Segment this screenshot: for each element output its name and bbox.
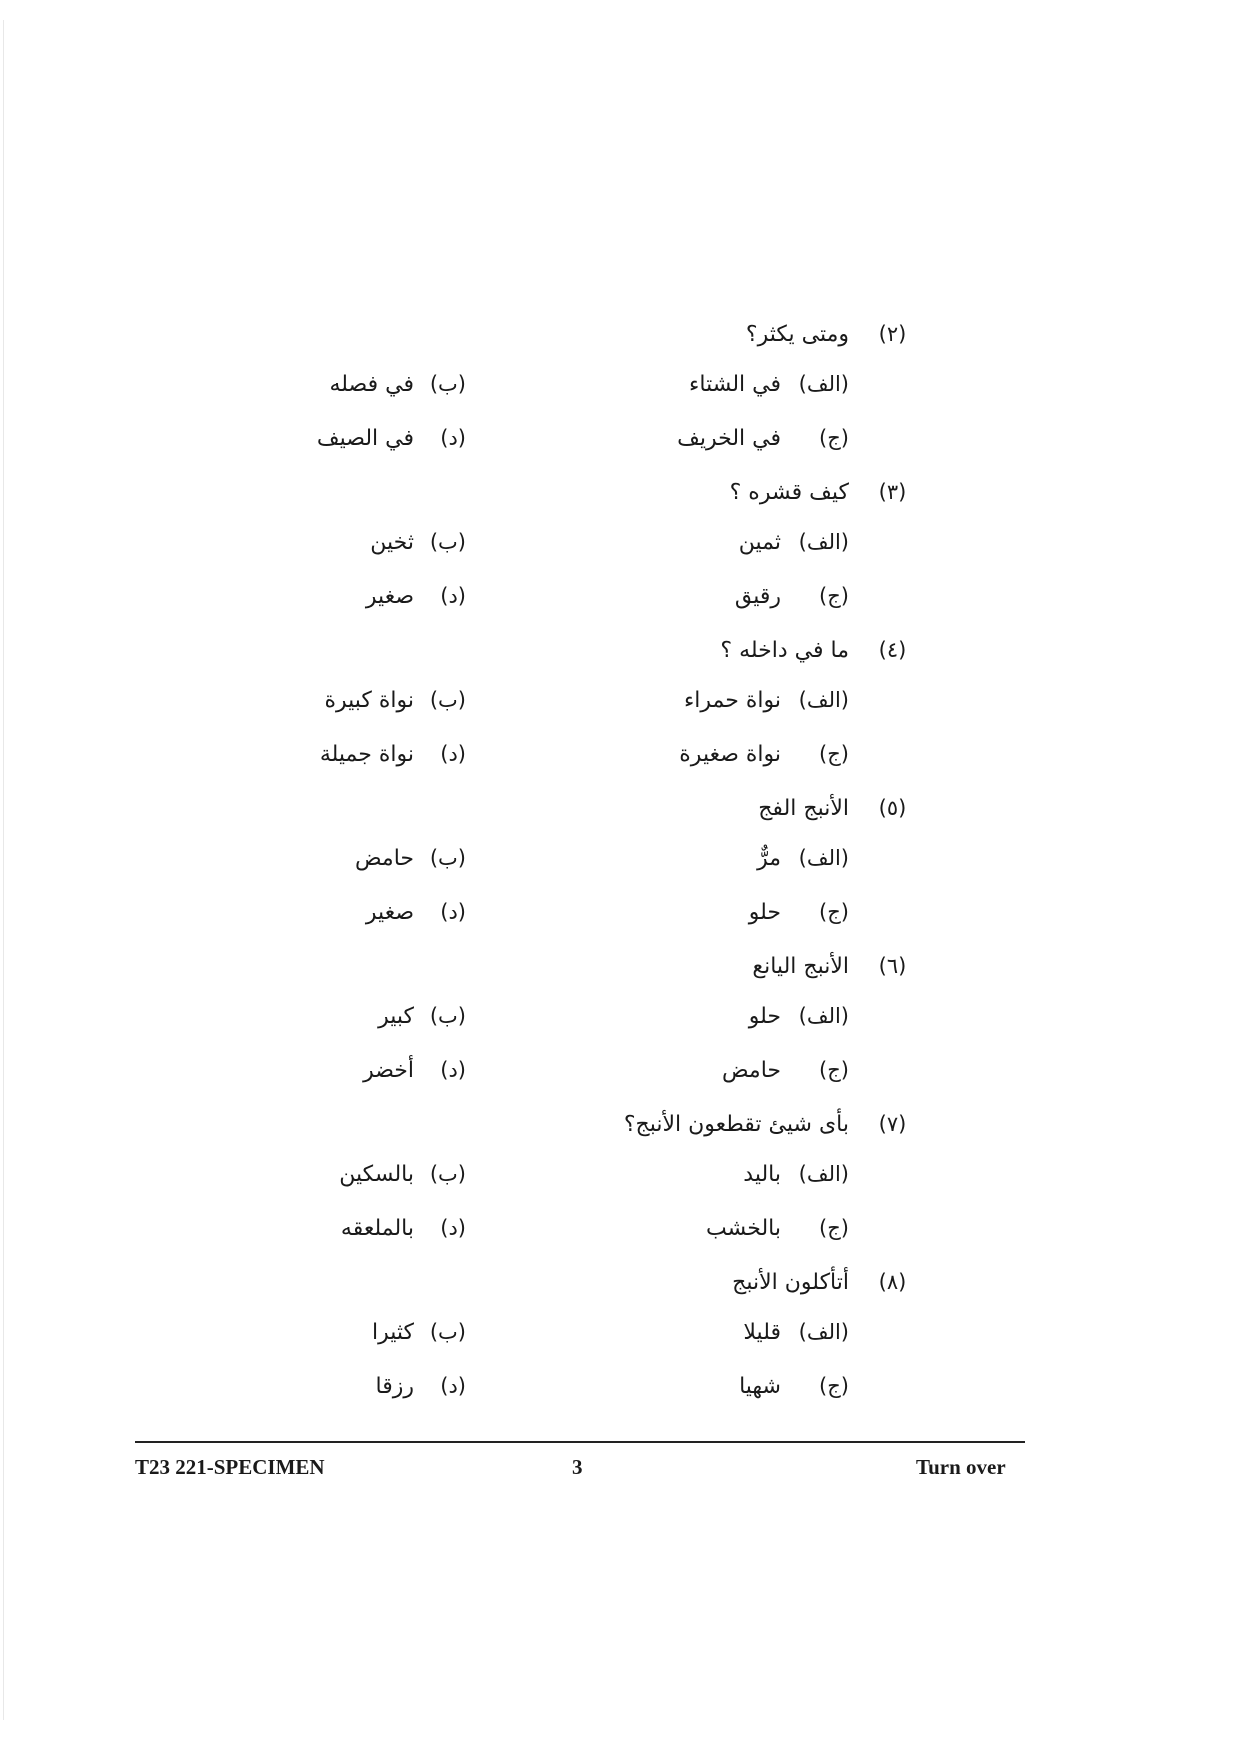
option-a — [649, 688, 849, 720]
option-label: (د) — [440, 900, 466, 924]
option-text: في الشتاء — [689, 372, 781, 397]
question-4 — [0, 638, 1241, 788]
option-text: قليلا — [743, 1320, 781, 1345]
option-b — [266, 1004, 466, 1036]
option-text: نواة كبيرة — [324, 688, 414, 713]
option-c — [649, 900, 849, 932]
question-2 — [0, 322, 1241, 472]
option-c — [649, 1216, 849, 1248]
option-label: (ب) — [429, 530, 466, 554]
option-text: حامض — [354, 846, 414, 871]
option-label: (د) — [440, 1216, 466, 1240]
option-text: بالملعقه — [340, 1216, 414, 1241]
option-label: (ب) — [429, 1320, 466, 1344]
option-b — [266, 688, 466, 720]
option-c — [649, 426, 849, 458]
option-text: صغير — [365, 900, 414, 925]
option-label: (الف) — [798, 372, 849, 396]
option-text: حامض — [721, 1058, 781, 1083]
question-number: (٦) — [878, 954, 907, 978]
option-text: ثخين — [370, 530, 414, 555]
turn-over-note: Turn over — [916, 1455, 1006, 1479]
option-text: كثيرا — [371, 1320, 414, 1345]
option-label: (د) — [440, 1058, 466, 1082]
question-3 — [0, 480, 1241, 630]
option-label: (الف) — [798, 1004, 849, 1028]
option-text: ثمين — [738, 530, 781, 555]
option-d — [266, 1216, 466, 1248]
option-text: باليد — [743, 1162, 781, 1187]
option-a — [649, 846, 849, 878]
option-label: (الف) — [798, 530, 849, 554]
option-d — [266, 426, 466, 458]
question-number: (٨) — [878, 1270, 907, 1294]
question-number: (٧) — [878, 1112, 907, 1136]
question-number: (٣) — [878, 480, 907, 504]
option-b — [266, 1162, 466, 1194]
option-text: نواة جميلة — [319, 742, 414, 767]
question-6 — [0, 954, 1241, 1104]
option-text: حلو — [748, 900, 781, 925]
question-8 — [0, 1270, 1241, 1420]
option-text: أخضر — [363, 1058, 414, 1083]
question-number: (٥) — [878, 796, 907, 820]
option-a — [649, 372, 849, 404]
question-text: بأى شيئ تقطعون الأنبج؟ — [623, 1112, 849, 1137]
option-label: (الف) — [798, 1320, 849, 1344]
option-label: (الف) — [798, 1162, 849, 1186]
option-label: (ب) — [429, 688, 466, 712]
option-text: بالسكين — [339, 1162, 414, 1187]
question-text: كيف قشره ؟ — [729, 480, 849, 505]
option-text: كبير — [378, 1004, 414, 1029]
option-c — [649, 1374, 849, 1406]
option-text: بالخشب — [706, 1216, 781, 1241]
option-text: مرٌّ — [757, 846, 781, 871]
paper-code: T23 221-SPECIMEN — [135, 1455, 325, 1479]
question-5 — [0, 796, 1241, 946]
option-label: (ج) — [819, 1374, 849, 1398]
option-a — [649, 1004, 849, 1036]
option-label: (ج) — [819, 584, 849, 608]
question-text: الأنبج اليانع — [752, 954, 849, 979]
option-d — [266, 900, 466, 932]
option-label: (د) — [440, 426, 466, 450]
question-text: الأنبج الفج — [758, 796, 849, 821]
option-label: (ب) — [429, 846, 466, 870]
question-text: أتأكلون الأنبج — [732, 1270, 849, 1295]
option-c — [649, 584, 849, 616]
option-a — [649, 530, 849, 562]
option-d — [266, 1058, 466, 1090]
option-label: (ب) — [429, 1004, 466, 1028]
option-text: نواة صغيرة — [679, 742, 781, 767]
question-7 — [0, 1112, 1241, 1262]
option-label: (ج) — [819, 1058, 849, 1082]
option-text: شهيا — [739, 1374, 781, 1399]
option-a — [649, 1320, 849, 1352]
option-b — [266, 1320, 466, 1352]
option-label: (ج) — [819, 742, 849, 766]
option-b — [266, 846, 466, 878]
option-label: (د) — [440, 1374, 466, 1398]
option-d — [266, 1374, 466, 1406]
option-label: (د) — [440, 584, 466, 608]
question-number: (٤) — [878, 638, 907, 662]
option-text: رزقا — [375, 1374, 414, 1399]
option-text: حلو — [748, 1004, 781, 1029]
option-label: (ج) — [819, 900, 849, 924]
option-b — [266, 530, 466, 562]
option-a — [649, 1162, 849, 1194]
option-b — [266, 372, 466, 404]
option-label: (ب) — [429, 372, 466, 396]
option-d — [266, 584, 466, 616]
option-text: في فصله — [329, 372, 414, 397]
option-text: في الصيف — [316, 426, 414, 451]
question-text: ومتى يكثر؟ — [745, 322, 849, 347]
option-label: (الف) — [798, 846, 849, 870]
question-number: (٢) — [878, 322, 907, 346]
page-number: 3 — [572, 1455, 583, 1479]
option-text: نواة حمراء — [683, 688, 781, 713]
option-label: (ب) — [429, 1162, 466, 1186]
option-label: (الف) — [798, 688, 849, 712]
option-label: (ج) — [819, 426, 849, 450]
option-label: (د) — [440, 742, 466, 766]
question-text: ما في داخله ؟ — [720, 638, 849, 663]
option-c — [649, 1058, 849, 1090]
option-text: صغير — [365, 584, 414, 609]
option-text: في الخريف — [677, 426, 781, 451]
option-label: (ج) — [819, 1216, 849, 1240]
option-text: رقيق — [734, 584, 781, 609]
footer-divider — [135, 1441, 1025, 1443]
option-c — [649, 742, 849, 774]
option-d — [266, 742, 466, 774]
